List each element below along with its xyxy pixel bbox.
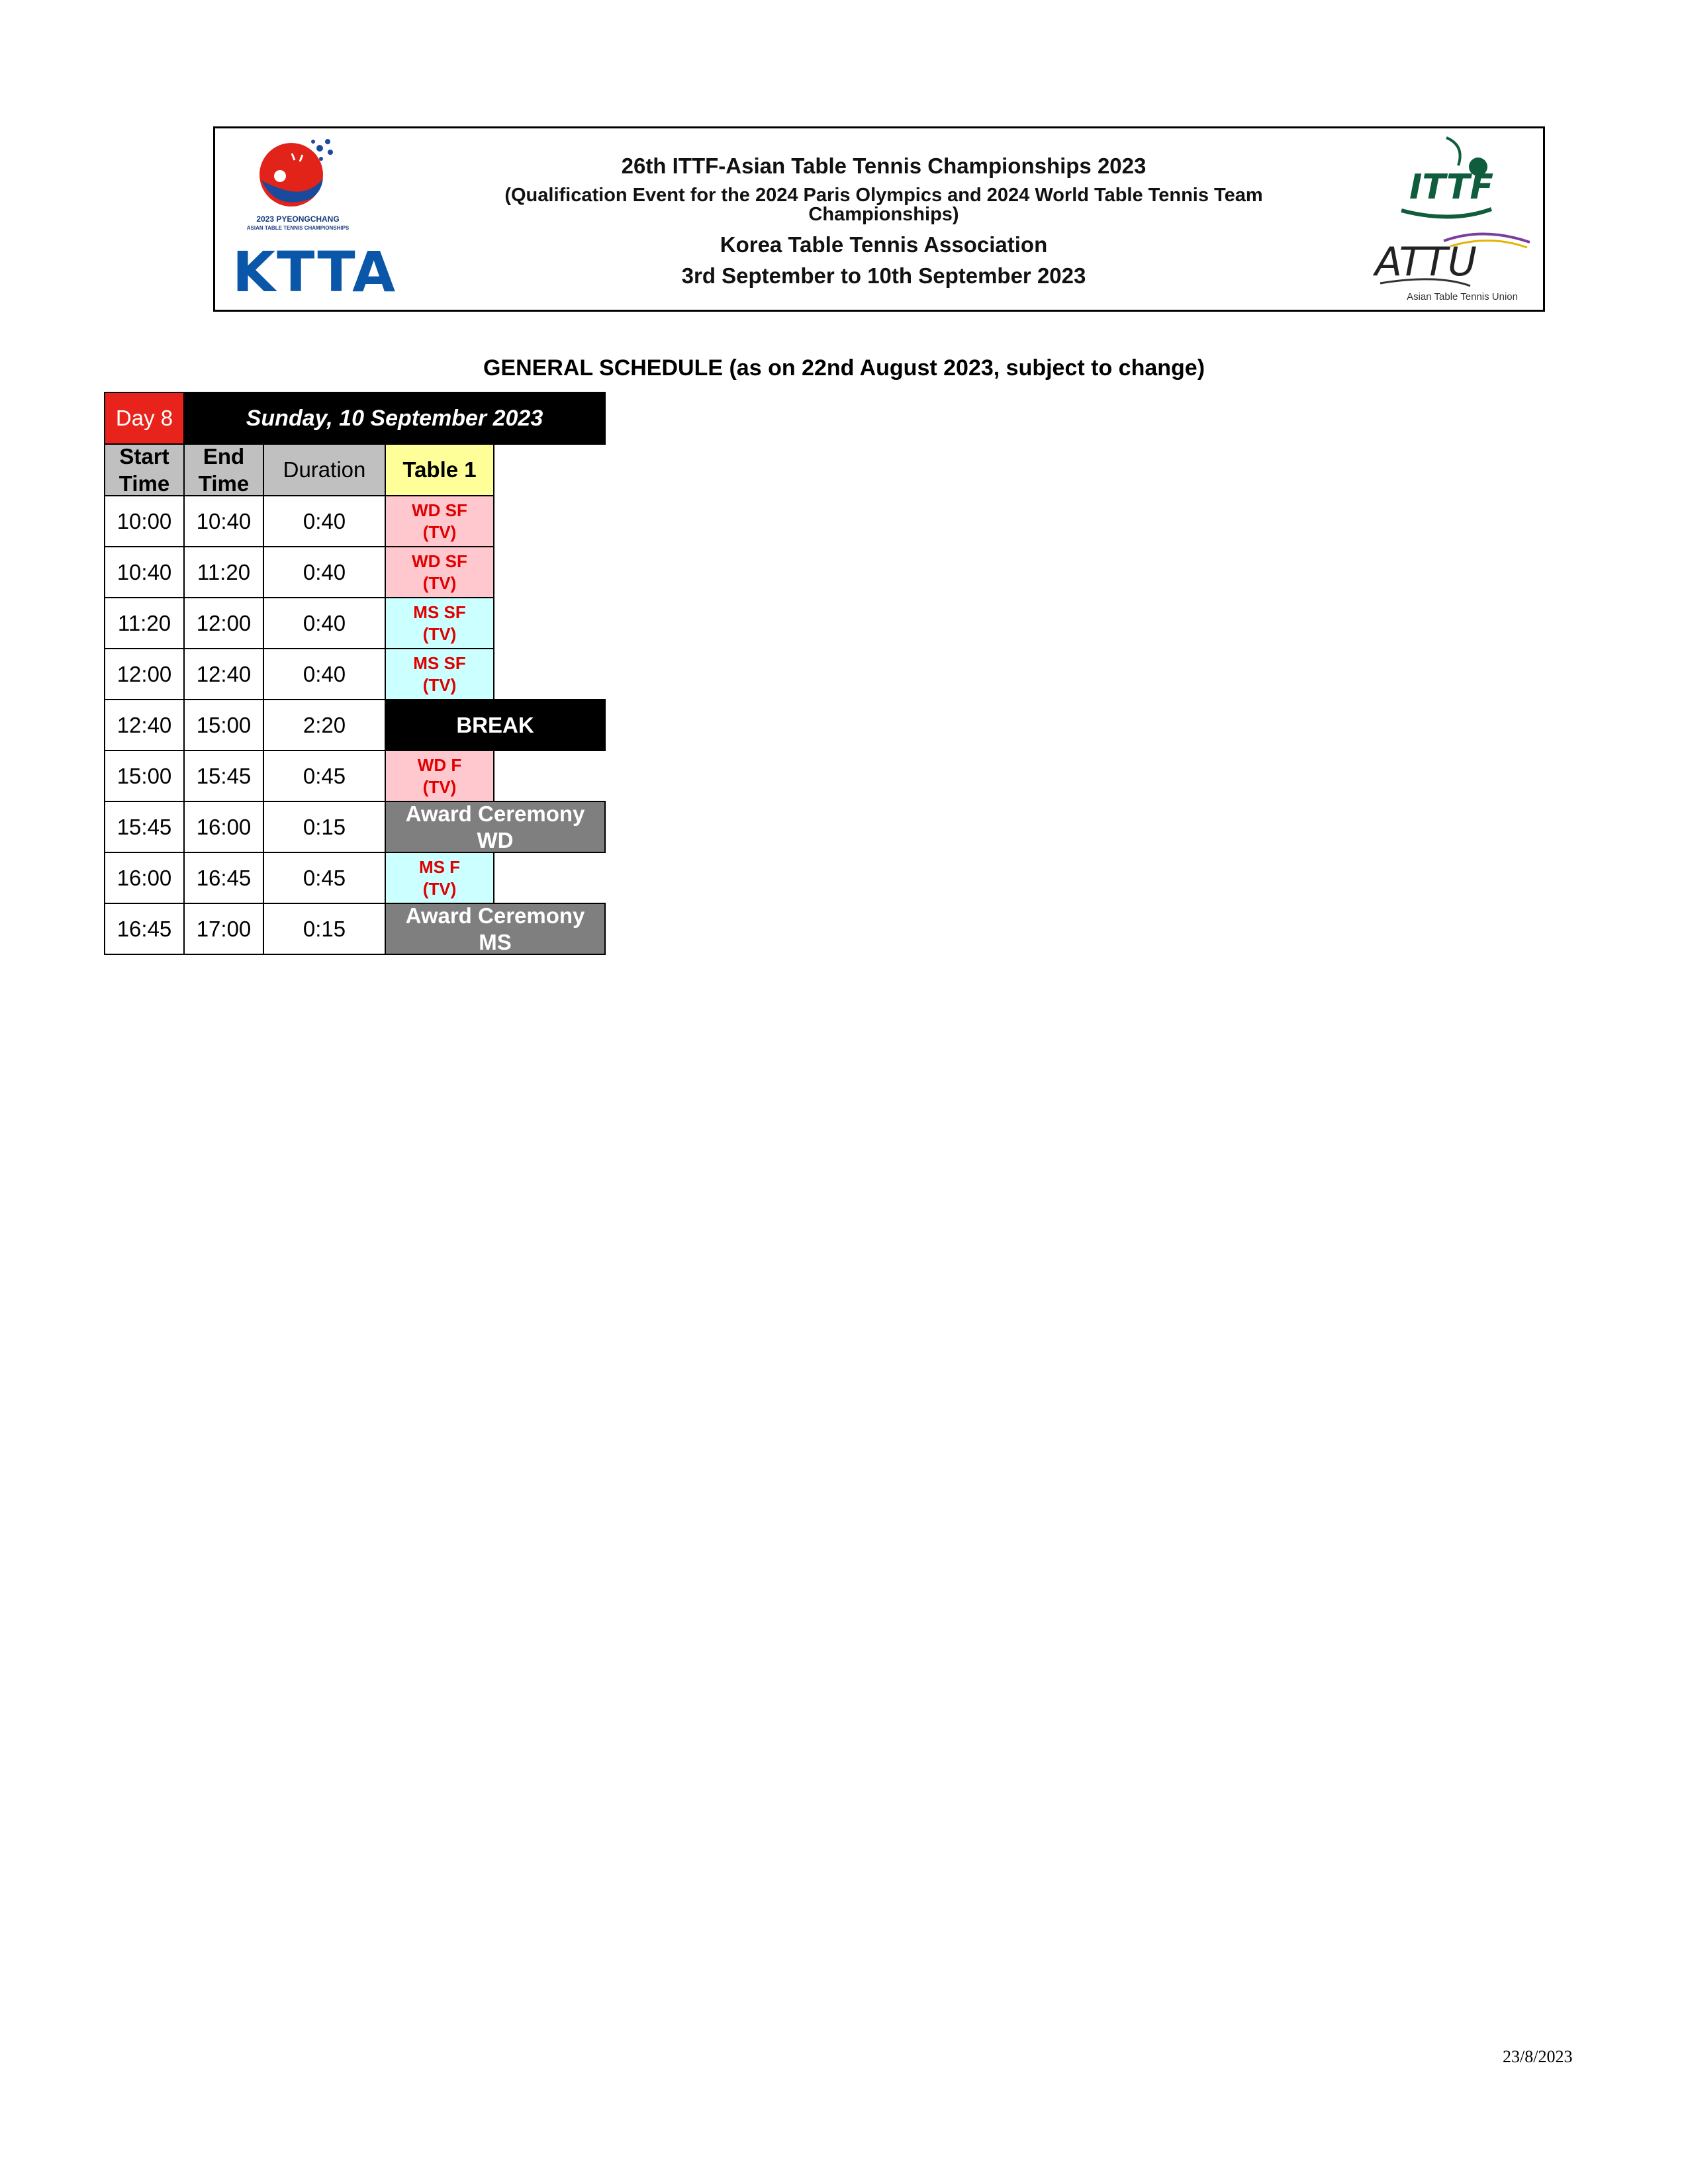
row-start-time: 15:45	[104, 801, 185, 853]
header-start-line2: Time	[118, 471, 170, 496]
schedule-title: GENERAL SCHEDULE (as on 22nd August 2023, subject to change)	[483, 355, 1205, 381]
row-event-wd: WD SF (TV)	[385, 495, 494, 547]
day-label: Day 8	[104, 392, 185, 445]
header-start-line1: Start	[119, 443, 169, 469]
row-end-time: 16:45	[183, 852, 264, 904]
row-start-time: 10:00	[104, 495, 185, 547]
row-end-time: 17:00	[183, 903, 264, 955]
row-event-award: Award Ceremony WD	[385, 801, 606, 853]
ittf-logo-icon	[1392, 132, 1511, 225]
svg-text:ATTU: ATTU	[1375, 239, 1477, 285]
table-row	[104, 648, 606, 699]
row-start-time: 16:45	[104, 903, 185, 955]
attu-logo-icon	[1371, 228, 1536, 291]
row-event-wd: WD SF (TV)	[385, 546, 494, 598]
header-end-line2: Time	[198, 471, 250, 496]
header-banner	[213, 126, 1545, 312]
row-event-award: Award Ceremony MS	[385, 903, 606, 955]
row-end-time: 16:00	[183, 801, 264, 853]
row-duration: 0:40	[263, 495, 386, 547]
svg-text:ITTF: ITTF	[1409, 167, 1494, 207]
row-event-ms: MS SF (TV)	[385, 648, 494, 700]
row-start-time: 16:00	[104, 852, 185, 904]
row-event-break: BREAK	[385, 699, 606, 751]
footer-date: 23/8/2023	[1503, 2047, 1573, 2066]
row-event-wd: WD F (TV)	[385, 750, 494, 802]
emblem-caption-year: 2023 PYEONGCHANG	[256, 214, 340, 224]
table-row	[104, 699, 606, 750]
qualification-subtitle: (Qualification Event for the 2024 Paris Olympics and 2024 World Table Tennis Team Championships)	[504, 185, 1263, 225]
table-row	[104, 546, 606, 597]
ktta-wordmark: KTTA	[232, 240, 397, 304]
row-duration: 0:45	[263, 750, 386, 802]
table-row	[104, 801, 606, 852]
header-end-line1: End	[203, 443, 245, 469]
row-duration: 0:40	[263, 597, 386, 649]
row-end-time: 12:40	[183, 648, 264, 700]
organizer-name: Korea Table Tennis Association	[720, 232, 1048, 257]
row-start-time: 11:20	[104, 597, 185, 649]
row-duration: 0:15	[263, 801, 386, 853]
row-end-time: 12:00	[183, 597, 264, 649]
header-end-time	[183, 443, 264, 496]
attu-caption: Asian Table Tennis Union	[1407, 291, 1518, 302]
table-row	[104, 852, 606, 903]
row-end-time: 11:20	[183, 546, 264, 598]
table-row	[104, 903, 606, 954]
header-start-time	[104, 443, 185, 496]
row-start-time: 12:00	[104, 648, 185, 700]
table-row	[104, 597, 606, 648]
row-duration: 2:20	[263, 699, 386, 751]
row-duration: 0:15	[263, 903, 386, 955]
table-row	[104, 495, 606, 546]
row-duration: 0:40	[263, 648, 386, 700]
row-event-ms: MS SF (TV)	[385, 597, 494, 649]
event-dates: 3rd September to 10th September 2023	[681, 263, 1086, 288]
championship-title: 26th ITTF-Asian Table Tennis Championships 2023	[621, 154, 1147, 178]
row-start-time: 10:40	[104, 546, 185, 598]
header-table-1: Table 1	[385, 443, 494, 496]
row-duration: 0:45	[263, 852, 386, 904]
banner-title-block	[500, 155, 1268, 287]
row-start-time: 12:40	[104, 699, 185, 751]
row-end-time: 15:00	[183, 699, 264, 751]
row-duration: 0:40	[263, 546, 386, 598]
row-end-time: 10:40	[183, 495, 264, 547]
row-start-time: 15:00	[104, 750, 185, 802]
emblem-caption-event: ASIAN TABLE TENNIS CHAMPIONSHIPS	[246, 225, 350, 231]
schedule-grid	[104, 392, 606, 954]
table-row	[104, 750, 606, 801]
header-duration: Duration	[263, 443, 386, 496]
row-event-ms: MS F (TV)	[385, 852, 494, 904]
row-end-time: 15:45	[183, 750, 264, 802]
day-date: Sunday, 10 September 2023	[183, 392, 606, 445]
